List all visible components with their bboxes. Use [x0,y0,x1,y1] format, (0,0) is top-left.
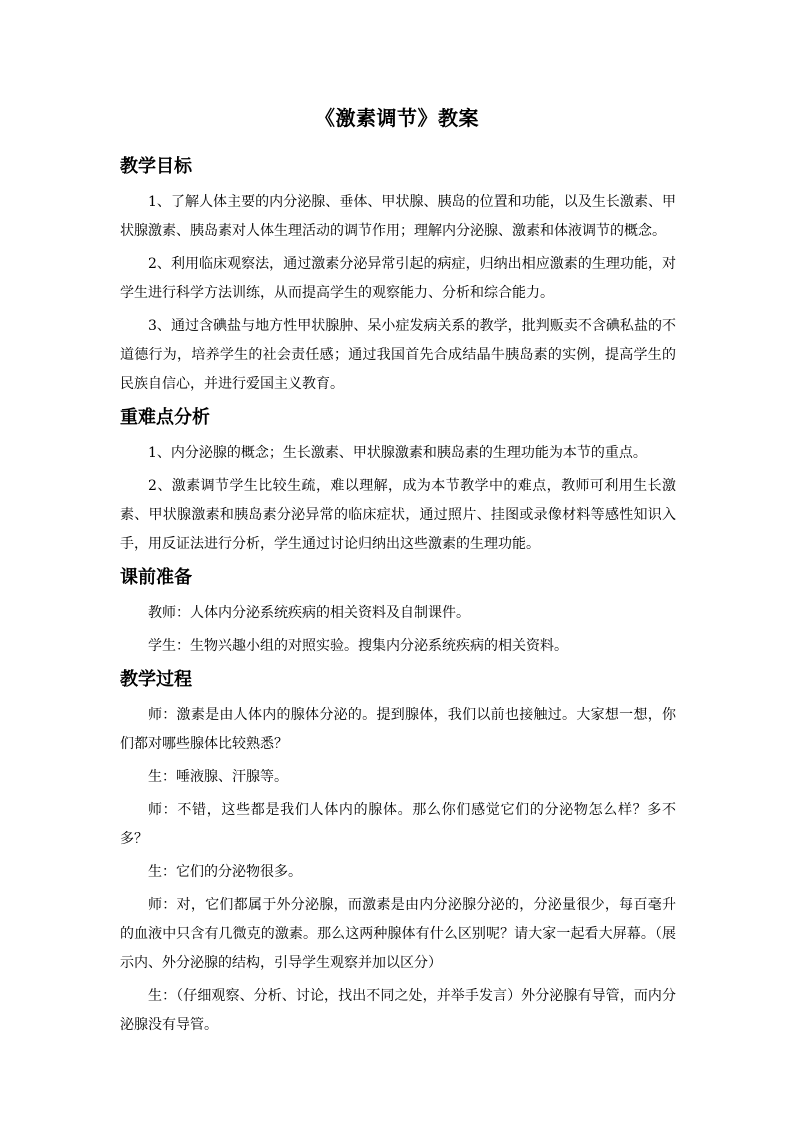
document-body [120,148,676,1044]
paragraph: 学生：生物兴趣小组的对照实验。搜集内分泌系统疾病的相关资料。 [148,638,568,654]
section-preparation [120,565,676,661]
paragraph: 生：（仔细观察、分析、讨论，找出不同之处，并举手发言）外分泌腺有导管，而内分泌腺没有导管。 [120,988,676,1033]
section-heading: 教学过程 [120,669,192,690]
paragraph: 生：它们的分泌物很多。 [148,864,302,880]
section-heading: 课前准备 [120,567,192,588]
paragraph: 生：唾液腺、汗腺等。 [148,769,288,785]
paragraph: 3、通过含碘盐与地方性甲状腺肿、呆小症发病关系的教学，批判贩卖不含碘私盐的不道德行为，培养学生的社会责任感；通过我国首先合成结晶牛胰岛素的实例，提高学生的民族自信心，并进行爱国主义教育。 [120,318,676,392]
paragraph: 师：激素是由人体内的腺体分泌的。提到腺体，我们以前也接触过。大家想一想，你们都对哪些腺体比较熟悉？ [120,707,676,752]
section-teaching-goals [120,154,676,399]
section-teaching-process [120,667,676,1040]
paragraph: 教师：人体内分泌系统疾病的相关资料及自制课件。 [148,605,470,621]
document-title: 《激素调节》教案 [315,106,479,130]
paragraph: 2、利用临床观察法，通过激素分泌异常引起的病症，归纳出相应激素的生理功能，对学生进行科学方法训练，从而提高学生的观察能力、分析和综合能力。 [120,256,676,301]
paragraph: 1、了解人体主要的内分泌腺、垂体、甲状腺、胰岛的位置和功能，以及生长激素、甲状腺激素、胰岛素对人体生理活动的调节作用；理解内分泌腺、激素和体液调节的概念。 [120,194,676,239]
section-heading: 重难点分析 [120,407,210,428]
paragraph: 师：对，它们都属于外分泌腺，而激素是由内分泌腺分泌的，分泌量很少，每百毫升的血液中只含有几微克的激素。那么这两种腺体有什么区别呢？请大家一起看大屏幕。（展示内、外分泌腺的结构，引导学生观察并加以区分） [120,897,676,971]
section-key-difficult-points [120,405,676,559]
section-heading: 教学目标 [120,156,192,177]
paragraph: 师：不错，这些都是我们人体内的腺体。那么你们感觉它们的分泌物怎么样？多不多？ [120,802,676,847]
paragraph: 2、激素调节学生比较生疏，难以理解，成为本节教学中的难点，教师可利用生长激素、甲状腺激素和胰岛素分泌异常的临床症状，通过照片、挂图或录像材料等感性知识入手，用反证法进行分析，学生通过讨论归纳出这些激素的生理功能。 [120,478,676,552]
paragraph: 1、内分泌腺的概念；生长激素、甲状腺激素和胰岛素的生理功能为本节的重点。 [148,445,647,461]
